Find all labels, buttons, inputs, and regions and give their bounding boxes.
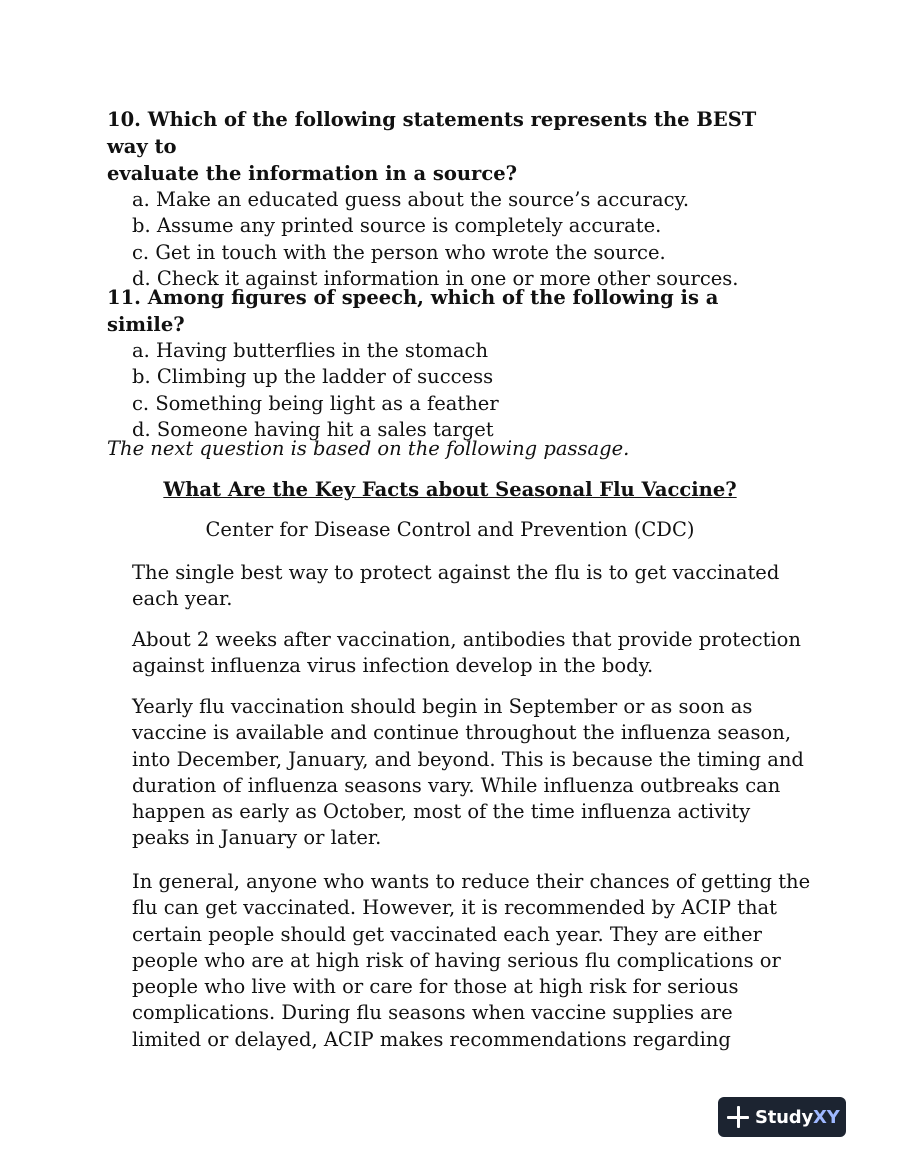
paragraph-line: into December, January, and beyond. This is because the timing and	[132, 747, 804, 771]
answer-option-c: c. Get in touch with the person who wrote the source.	[132, 240, 666, 264]
answer-option-a: a. Having butterflies in the stomach	[132, 339, 489, 362]
paragraph-line: complications. During flu seasons when vaccine supplies are	[132, 1001, 733, 1025]
paragraph-line: peaks in January or later.	[132, 826, 382, 850]
question-stem-line: 10. Which of the following statements represents the BEST way to	[107, 108, 757, 158]
paragraph-line: Yearly flu vaccination should begin in September or as soon as	[132, 695, 753, 718]
paragraph-line: people who live with or care for those at high risk for serious	[132, 975, 739, 999]
answer-option-d: d. Check it against information in one or more other sources.	[132, 266, 739, 290]
passage-source: Center for Disease Control and Prevention (CDC)	[205, 518, 695, 541]
studyxy-logo-text: StudyXY	[755, 1106, 840, 1128]
passage-paragraph	[132, 627, 801, 680]
paragraph-line: The single best way to protect against the flu is to get vaccinated	[132, 561, 780, 584]
answer-option-b: b. Assume any printed source is completely accurate.	[132, 214, 662, 238]
question-10	[107, 106, 797, 292]
paragraph-line: each year.	[132, 587, 233, 611]
passage-intro: The next question is based on the following passage.	[107, 437, 630, 460]
paragraph-line: In general, anyone who wants to reduce their chances of getting the	[132, 870, 811, 893]
question-stem-line: evaluate the information in a source?	[107, 162, 518, 185]
paragraph-line: duration of influenza seasons vary. While influenza outbreaks can	[132, 773, 781, 797]
answer-option-a: a. Make an educated guess about the source’s accuracy.	[132, 188, 690, 211]
paragraph-line: certain people should get vaccinated each year. They are either	[132, 922, 762, 946]
passage-paragraph	[132, 869, 811, 1053]
paragraph-line: vaccine is available and continue throughout the influenza season,	[132, 721, 792, 745]
answer-options	[107, 338, 797, 443]
answer-option-b: b. Climbing up the ladder of success	[132, 365, 494, 389]
paragraph-line: flu can get vaccinated. However, it is recommended by ACIP that	[132, 896, 777, 920]
paragraph-line: people who are at high risk of having serious flu complications or	[132, 948, 781, 972]
answer-option-c: c. Something being light as a feather	[132, 391, 499, 415]
question-stem	[107, 284, 797, 338]
paragraph-line: against influenza virus infection develop in the body.	[132, 654, 654, 678]
question-11	[107, 284, 797, 443]
passage-paragraph	[132, 694, 804, 852]
paragraph-line: happen as early as October, most of the time influenza activity	[132, 800, 751, 824]
answer-options	[107, 187, 797, 292]
question-stem	[107, 106, 797, 187]
passage-title: What Are the Key Facts about Seasonal Flu Vaccine?	[163, 478, 737, 501]
question-stem-line: 11. Among figures of speech, which of the following is a simile?	[107, 286, 719, 336]
paragraph-line: About 2 weeks after vaccination, antibodies that provide protection	[132, 628, 801, 651]
answer-option-d: d. Someone having hit a sales target	[132, 417, 494, 441]
paragraph-line: limited or delayed, ACIP makes recommendations regarding	[132, 1027, 731, 1051]
passage-paragraph	[132, 560, 792, 613]
plus-icon	[727, 1106, 749, 1128]
studyxy-watermark-badge[interactable]	[718, 1097, 846, 1137]
